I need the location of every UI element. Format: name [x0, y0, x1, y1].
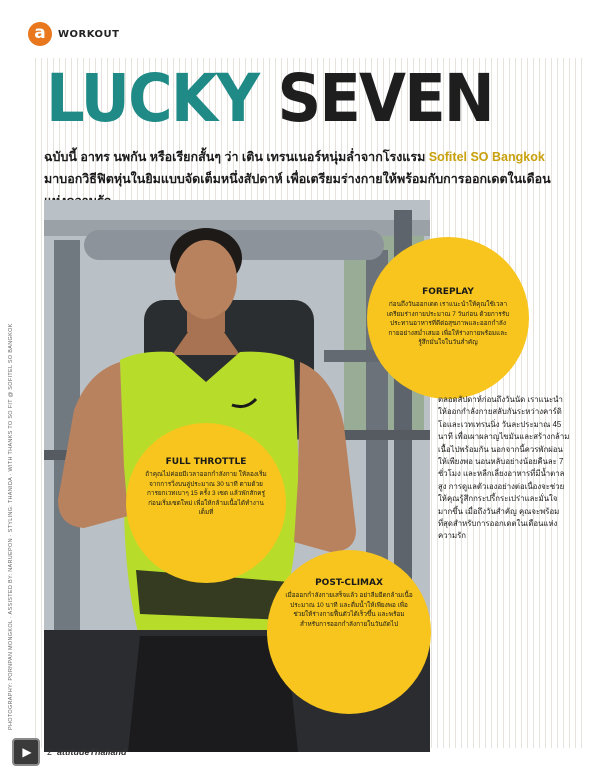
callout-post-climax-title: POST-CLIMAX — [315, 578, 383, 588]
section-logo-icon: a — [28, 22, 52, 46]
section-label: WORKOUT — [58, 28, 120, 40]
photo-credit: PHOTOGRAPHY: PORNPAN MONGKOL · ASSISTED BY: NARUEPON · STYLING: THANIDA · WITH THANKS TO SO FIT @ SOFITEL SO BANGKOK — [8, 323, 14, 730]
intro-text-before: ฉบับนี้ อาทร นพกัน หรือเรียกสั้นๆ ว่า เติน เทรนเนอร์หนุ่มล่ำจากโรงแรม — [44, 150, 429, 164]
page-footer — [12, 738, 127, 766]
publication-name — [57, 747, 127, 757]
article-body: ตลอดสัปดาห์ก่อนถึงวันนัด เราแนะนำให้ออกกำลังกายสลับกันระหว่างคาร์ดิโอและเวทเทรนนิ่ง วันละประมาณ 45 นาที เพื่อเผาผลาญไขมันและสร้างกล้ามเนื้อไปพร้อมกัน นอกจากนี้ควรพักผ่อนให้เพียงพอ นอนหลับอย่างน้อยคืนละ 7 ชั่วโมง และหลีกเลี่ยงอาหารที่มีน้ำตาลสูง การดูแลตัวเองอย่างต่อเนื่องจะช่วยให้คุณรู้สึกกระปรี้กระเปร่าและมั่นใจมากขึ้น เมื่อถึงวันสำคัญ คุณจะพร้อมที่สุดสำหรับการออกเดตในเดือนแห่งความรัก — [438, 395, 570, 541]
page-number: 2 — [47, 747, 53, 757]
callout-foreplay — [367, 237, 529, 399]
headline-word-seven: SEVEN — [277, 60, 493, 137]
callout-full-throttle — [126, 423, 286, 583]
callout-full-throttle-text: ถ้าคุณไม่ค่อยมีเวลาออกกำลังกาย ให้ลองเริ่มจากการวิ่งบนลู่ประมาณ 30 นาที ตามด้วยการยกเวทเบาๆ 15 ครั้ง 3 เซต แล้วพักสักครู่ก่อนเริ่มเซตใหม่ เพื่อให้กล้ามเนื้อได้ทำงานเต็มที่ — [145, 471, 267, 517]
headline — [46, 60, 493, 137]
callout-post-climax — [267, 550, 431, 714]
headline-word-lucky: LUCKY — [46, 60, 259, 137]
publication-name-a: attitude — [57, 747, 90, 757]
play-icon: ▶ — [22, 745, 32, 759]
section-tag — [28, 22, 119, 46]
callout-foreplay-title: FOREPLAY — [422, 287, 474, 297]
publication-name-b: Thailand — [89, 747, 127, 757]
intro-brand: Sofitel SO Bangkok — [428, 150, 545, 164]
callout-full-throttle-title: FULL THROTTLE — [165, 457, 247, 467]
play-button[interactable] — [12, 738, 40, 766]
callout-foreplay-text: ก่อนถึงวันออกเดต เราแนะนำให้คุณใช้เวลาเตรียมร่างกายประมาณ 7 วันก่อน ด้วยการรับประทานอาหารที่ดีต่อสุขภาพและออกกำลังกายอย่างสม่ำเสมอ เพื่อให้ร่างกายพร้อมและรู้สึกมั่นใจในวันสำคัญ — [386, 301, 510, 347]
callout-post-climax-text: เมื่อออกกำลังกายเสร็จแล้ว อย่าลืมยืดกล้ามเนื้อประมาณ 10 นาที และดื่มน้ำให้เพียงพอ เพื่อช่วยให้ร่างกายฟื้นตัวได้เร็วขึ้น และพร้อมสำหรับการออกกำลังกายในวันถัดไป — [285, 592, 413, 628]
intro-text-after: มาบอกวิธีฟิตหุ่นในยิมแบบจัดเต็มหนึ่งสัปดาห์ เพื่อเตรียมร่างกายให้พร้อมกับการออกเดตในเดือน — [44, 172, 551, 186]
